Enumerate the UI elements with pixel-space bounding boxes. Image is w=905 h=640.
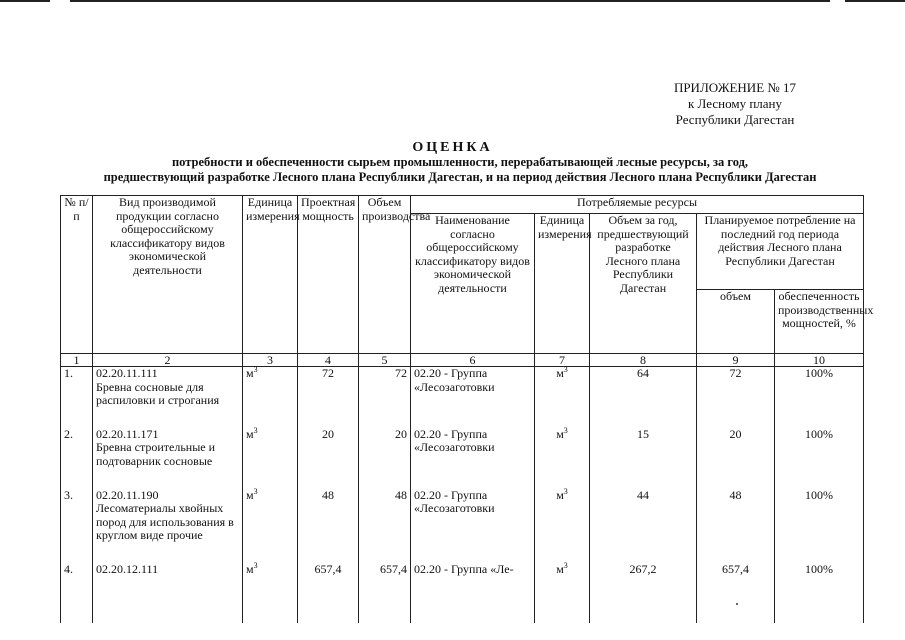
document-subtitle <box>60 155 860 185</box>
assessment-table <box>60 195 874 623</box>
unit-cell <box>243 560 298 623</box>
header-capacity: Проектная мощность <box>298 196 359 354</box>
resource-unit-cell <box>535 560 590 623</box>
col-number: 7 <box>535 354 590 367</box>
subtitle-line-1: потребности и обеспеченности сырьем промышленности, перерабатывающей лесные ресурсы, за год, <box>171 155 749 169</box>
col-number: 4 <box>298 354 359 367</box>
column-number-row <box>61 354 864 367</box>
unit: м <box>556 561 564 576</box>
product-cell <box>93 489 243 563</box>
prev-volume-cell: 15 <box>590 428 697 489</box>
resource-unit-cell <box>535 425 590 489</box>
appendix-block <box>655 80 815 128</box>
capacity-cell: 657,4 <box>298 563 359 623</box>
prev-volume-cell: 64 <box>590 367 697 428</box>
product-cell <box>93 428 243 489</box>
unit-exponent: 3 <box>563 486 568 496</box>
prev-volume-cell: 44 <box>590 489 697 563</box>
col-number: 6 <box>411 354 535 367</box>
table-row <box>61 367 864 428</box>
provision-cell: 100% <box>775 489 864 563</box>
resource-name-cell: 02.20 - Группа «Лесозаготовки <box>411 489 535 563</box>
col-number: 9 <box>697 354 775 367</box>
capacity-cell: 20 <box>298 428 359 489</box>
row-number: 2. <box>61 428 93 489</box>
header-plan-volume: объем <box>697 290 775 354</box>
unit: м <box>246 426 254 441</box>
unit: м <box>556 487 564 502</box>
col-number: 1 <box>61 354 93 367</box>
product-code: 02.20.12.111 <box>96 561 159 576</box>
unit-exponent: 3 <box>563 560 568 570</box>
col-number: 5 <box>359 354 411 367</box>
resource-unit-cell <box>535 367 590 428</box>
unit-cell <box>243 486 298 563</box>
unit-exponent: 3 <box>253 486 258 496</box>
table-row <box>61 563 864 623</box>
header-resource-prev-volume: Объем за год, предшествующий разработке Лесного плана Республики Дагестан <box>590 214 697 354</box>
product-cell <box>93 563 243 623</box>
top-border-line <box>0 0 905 2</box>
plan-volume-cell: 72 <box>697 367 775 428</box>
volume-cell: 72 <box>359 367 411 428</box>
col-number: 8 <box>590 354 697 367</box>
appendix-line-1: ПРИЛОЖЕНИЕ № 17 <box>673 80 797 95</box>
resource-name-cell: 02.20 - Группа «Лесозаготовки <box>411 367 535 428</box>
header-resource-name: Наименование согласно общероссийскому классификатору видов экономической деятельности <box>411 214 535 354</box>
header-plan-provision: обеспеченность производственных мощностей, % <box>775 290 864 354</box>
header-resource-unit: Единица измерения <box>535 214 590 354</box>
plan-volume-cell: 657,4 <box>697 563 775 623</box>
capacity-cell: 72 <box>298 367 359 428</box>
row-number: 4. <box>61 563 93 623</box>
product-name: Бревна сосновые для распиловки и строгания <box>96 379 220 407</box>
col-number: 10 <box>775 354 864 367</box>
unit-exponent: 3 <box>253 425 258 435</box>
resource-unit-cell <box>535 486 590 563</box>
header-num: № п/п <box>61 196 93 354</box>
product-name: Лесоматериалы хвойных пород для использования в круглом виде прочие <box>96 501 234 542</box>
row-number: 3. <box>61 489 93 563</box>
subtitle-line-2: предшествующий разработке Лесного плана Республики Дагестан, и на период действия Лесного плана Республики Дагестан <box>103 170 817 184</box>
header-planned: Планируемое потребление на последний год периода действия Лесного плана Республики Дагестан <box>697 214 864 290</box>
unit-exponent: 3 <box>253 365 258 374</box>
product-code: 02.20.11.190 <box>96 487 159 502</box>
scan-speck <box>736 603 738 605</box>
unit: м <box>556 366 564 380</box>
plan-volume-cell: 20 <box>697 428 775 489</box>
volume-cell: 657,4 <box>359 563 411 623</box>
volume-cell: 48 <box>359 489 411 563</box>
appendix-line-2: к Лесному плану <box>687 96 782 111</box>
unit-cell <box>243 425 298 489</box>
appendix-line-3: Республики Дагестан <box>675 112 795 127</box>
provision-cell: 100% <box>775 367 864 428</box>
col-number: 2 <box>93 354 243 367</box>
prev-volume-cell: 267,2 <box>590 563 697 623</box>
capacity-cell: 48 <box>298 489 359 563</box>
unit-exponent: 3 <box>253 560 258 570</box>
unit: м <box>246 366 254 380</box>
header-volume: Объем производства <box>359 196 411 354</box>
document-title: ОЦЕНКА <box>412 140 493 155</box>
header-consumed-resources: Потребляемые ресурсы <box>411 196 864 214</box>
unit: м <box>246 561 254 576</box>
resource-name-cell: 02.20 - Группа «Лесозаготовки <box>411 428 535 489</box>
table-row <box>61 428 864 489</box>
col-number: 3 <box>243 354 298 367</box>
resource-name-cell: 02.20 - Группа «Ле- <box>411 563 535 623</box>
product-name: Бревна строительные и подтоварник сосновые <box>96 440 216 468</box>
volume-cell: 20 <box>359 428 411 489</box>
provision-cell: 100% <box>775 428 864 489</box>
unit-exponent: 3 <box>563 425 568 435</box>
product-cell <box>93 367 243 428</box>
header-unit: Единица измерения <box>243 196 298 354</box>
plan-volume-cell: 48 <box>697 489 775 563</box>
unit: м <box>556 426 564 441</box>
table-row <box>61 489 864 563</box>
product-code: 02.20.11.111 <box>96 366 158 380</box>
unit-exponent: 3 <box>563 365 568 374</box>
product-code: 02.20.11.171 <box>96 426 159 441</box>
row-number: 1. <box>61 367 93 428</box>
header-product: Вид производимой продукции согласно общероссийскому классификатору видов экономической деятельности <box>93 196 243 354</box>
unit: м <box>246 487 254 502</box>
unit-cell <box>243 367 298 428</box>
provision-cell: 100% <box>775 563 864 623</box>
